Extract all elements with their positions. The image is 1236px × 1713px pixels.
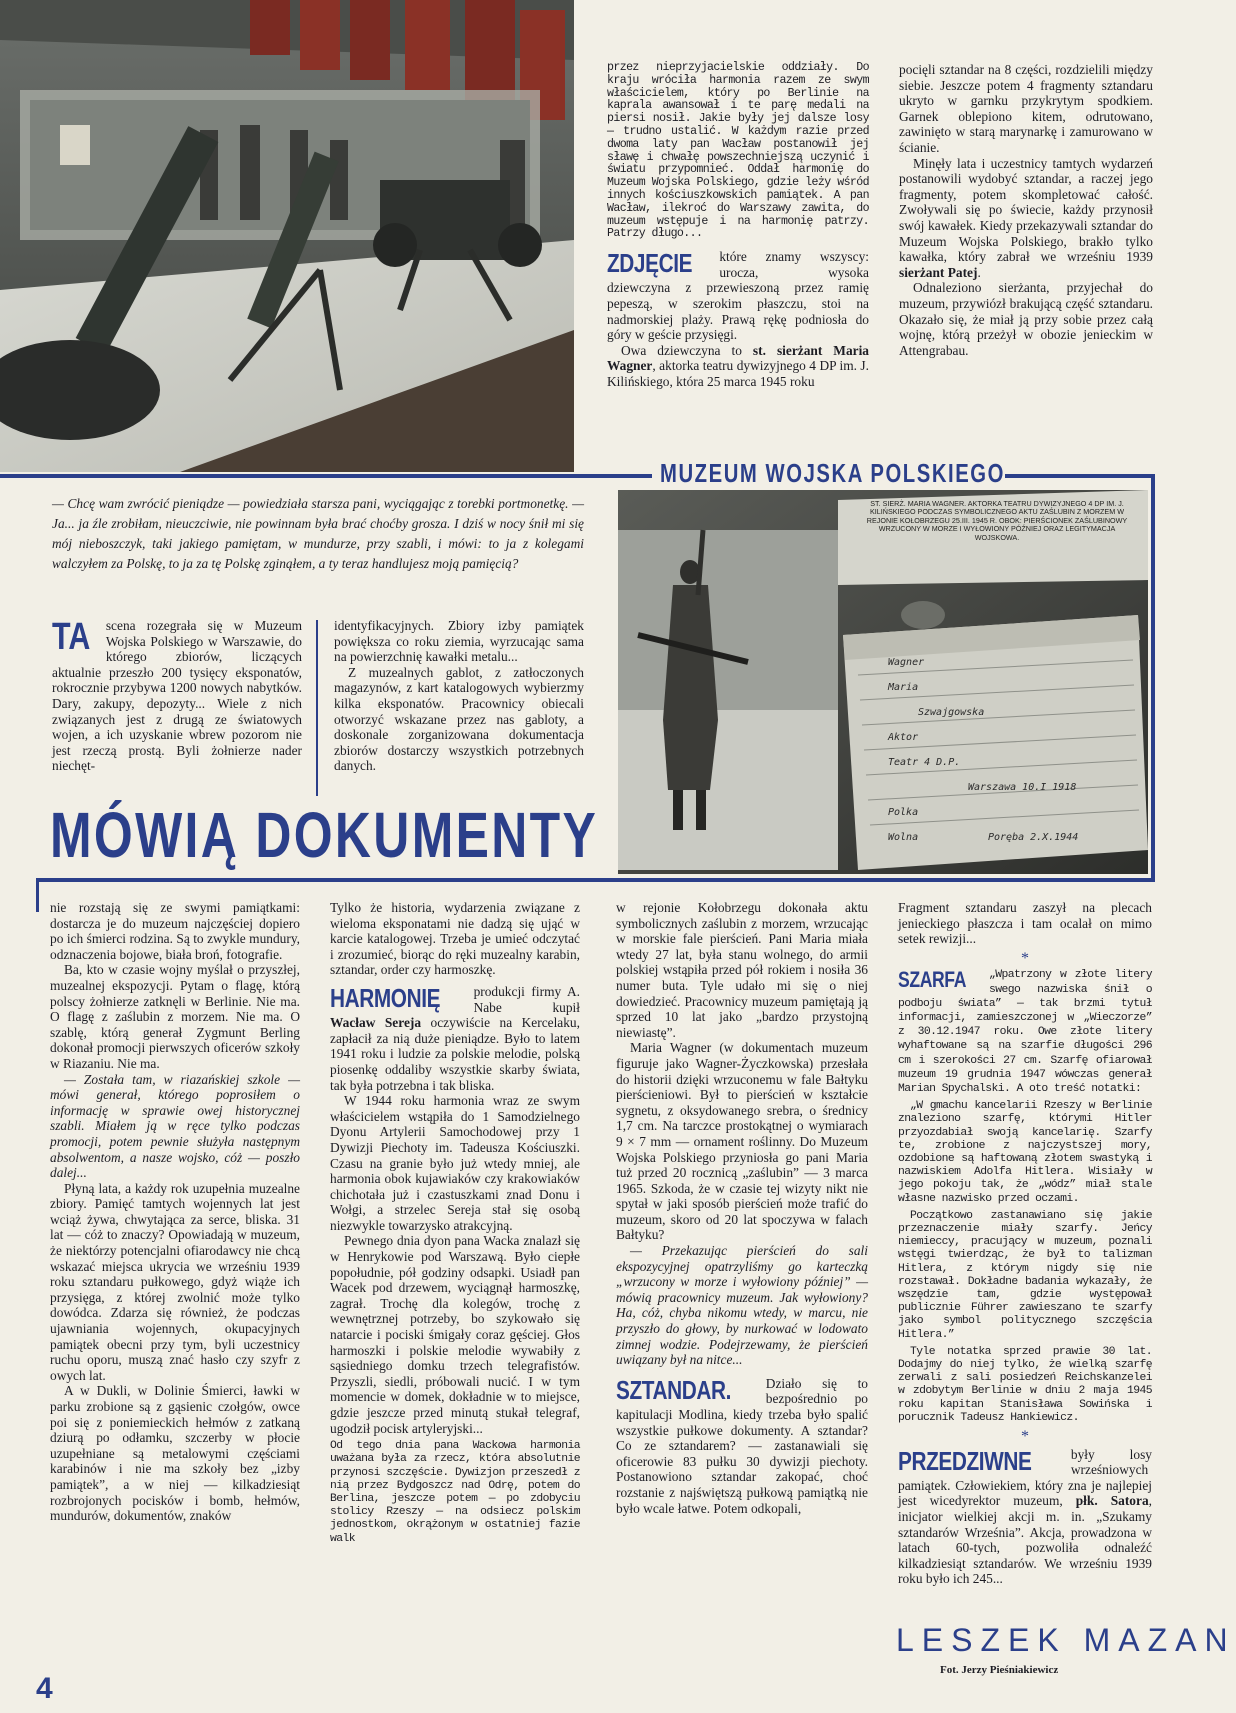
sztandar-text: Działo się to bezpośrednio po kapitulacji Modlina, kiedy trzeba było spalić wszystkie pułkowe dokumenty. A sztandar? Co ze sztandarem? — zastanawiali się oficerowie 83 pułku 30 dywizji piechoty. Postanowiono sztandar zakopać, choć rozstanie z najświętszą pułkową pamiątką nie było wcale łatwe. Potem odkopali,	[616, 1375, 868, 1516]
b1-p1: nie rozstają się ze swymi pamiątkami: dostarcza je do muzeum najczęściej dopiero po ich śmierci rodzina. Są to zwykle mundury, odznaczenia bojowe, biała broń, fotografie.	[50, 900, 300, 962]
b2-p1: Tylko że historia, wydarzenia związane z wieloma eksponatami nie dadzą się ująć w karcie katalogowej. Trzeba je umieć odczytać i zrozumieć, biorąc do ręki muzealny karabin, sztandar, order czy harmoszkę.	[330, 900, 580, 978]
intro-quote: — Chcę wam zwrócić pieniądze — powiedziała starsza pani, wyciągając z torebki portmonetkę. — Ja... ja źle zrobiłam, nieuczciwie, nie powinnam była brać choćby grosza. I dziś w nocy śnił mi się mój nieboszczyk, taki jakiego pamiętam, w mundurze, przy szabli, i mówi: to ja z kolegami walczyłem za Polskę, to ja za tę Polskę zginąłem, a ty teraz handlujesz moją pamięcią?	[52, 496, 584, 571]
section-title: MUZEUM WOJSKA POLSKIEGO	[660, 458, 1005, 488]
top-column-1	[607, 62, 869, 422]
przedziwne-lead: PRZEDZIWNE	[898, 1445, 1032, 1476]
sztandar-cont-2: Minęły lata i uczestnicy tamtych wydarzeń postanowili wydobyć sztandar, a raczej jego fragmenty, potem skompletować całość. Zwoływali się po świecie, każdy przynosił swój kawałek. Kiedy przekazywali sztandar do Muzeum Wojska Polskiego, brakło tylko kawałka, który zabrał we wrześniu 1939 sierżant Patej.	[899, 155, 1153, 280]
card-line: Wolna	[888, 832, 919, 843]
photo-credit: Fot. Jerzy Pieśniakiewicz	[940, 1664, 1059, 1676]
zdjecie-lead: ZDJĘCIE	[607, 248, 693, 279]
museum-hall-illustration	[0, 0, 574, 472]
mid-col2-p1: identyfikacyjnych. Zbiory izby pamiątek powiększa co roku ziemia, wyrzucając sama na powierzchnię kawałki metalu...	[334, 618, 584, 665]
b1-p3: — Została tam, w riazańskiej szkole — mówi generał, którego poprosiłem o informację w sprawie owej historycznej szabli. Miałem ją w ręce tylko podczas promocji, potem pewnie służyła następnym absolwentom, a nasze wojsko, cóż — poszło dalej...	[50, 1071, 300, 1181]
bottom-column-2: Tylko że historia, wydarzenia związane z wieloma eksponatami nie dadzą się ująć w karcie katalogowej. Trzeba je umieć odczytać i zrozumieć, biorąc do ręki muzealny karabin, sztandar, order czy harmoszkę. HARMONIĘ produkcji firmy A. Nabe kupił Wacław Sereja oczywiście na Kercelaku, zapłacił za nią duże pieniądze. Było to latem 1941 roku i ludzie za polskie melodie, polską piosenkę oddaliby wszystkie skarby świata, tak była potrzebna i tak bliska. W 1944 roku harmonia wraz ze swym właścicielem wstąpiła do 1 Samodzielnego Dyonu Artylerii Samochodowej przy 1 Dywizji Piechoty im. Tadeusza Kościuszki. Czasu na granie było już wtedy mniej, ale harmonia obok kujawiaków czy krakowiaków chichotała już i czastuszkami znad Donu i Wołgi, a strzelec Sereja stał się osobą niezwykle towarzysko atrakcyjną. Pewnego dnia dyon pana Wacka znalazł się w Henrykowie pod Warszawą. Było ciepłe popołudnie, pół godziny odsapki. Usiadł pan Wacek pod drzewem, wyciągnął harmoszkę, zagrał. Trochę dla kolegów, trochę z wewnętrznej potrzeby, bo szykowało się natarcie i pociski śmigały coraz gęściej. Głos harmoszki i polskie melodie wywabiły z sąsiedniego domku trzech telegrafistów. Przyszli, siedli, próbowali nucić. I w tym momencie w domek, dokładnie w to miejsce, gdzie jeszcze przed minutą stukał telegraf, ugodził pocisk artyleryjski... Od tego dnia pana Wackowa harmonia uważana była za rzecz, która absolutnie przynosi szczęście. Dywizjon przeszedł z nią przez Bydgoszcz nad Odrę, potem do Berlina, jeszcze potem — po zdobyciu stolicy Rzeszy — na odsiecz polskim jednostkom, okrążonym w ostatniej fazie walk	[330, 900, 580, 1545]
card-line: Szwajgowska	[918, 707, 985, 718]
b1-p4: Płyną lata, a każdy rok uzupełnia muzealne zbiory. Pamięć tamtych wojennych lat jest wciąż żywa, chwytająca za serce, bliska. 31 lat — cóż to znaczy? Opowiadają w muzeum, że niektórzy potencjalni ofiarodawcy nie chcą wskazać miejsca ukrycia we wrześniu 1939 roku sztandaru pułkowego, gdyż wiąże ich przysięga, z której zwolnić może tylko dowódca. Zdarza się również, że podczas ujawniania wojennych, okupacyjnych pamiątek obecni przy tym, byli uczestnicy ruchu oporu, muszą znać hasło czy szyfr z owych lat.	[50, 1180, 300, 1383]
b4-p4: Tyle notatka sprzed prawie 30 lat. Dodajmy do niej tylko, że wielką szarfę zerwali z sali posiedzeń Reichskanzelei w zdobytym Berlinie w dniu 2 maja 1945 roku kapitan Stanisława Sowińska i porucznik Tadeusz Hankiewicz.	[898, 1345, 1152, 1424]
headline-rule-left-vertical	[36, 882, 39, 912]
b3-p2: Maria Wagner (w dokumentach muzeum figuruje jako Wagner-Życzkowska) przesłała do historii dzięki wrzuconemu w fale Bałtyku pierścieniowi. Był to pierścień w kształcie sygnetu, z oksydowanego srebra, o średnicy 1,7 cm. Na tarczce prostokątnej o wymiarach 9 × 7 mm — ornament roślinny. Do Muzeum Wojska Polskiego przyniosła go pani Maria tuż przed 20 rocznicą „zaślubin” — 3 marca 1965. Szkoda, że w czasie tej wizyty nikt nie spytał w jaki sposób pierścień może trafić do muzeum, skoro od 20 lat spoczywa w falach Bałtyku?	[616, 1040, 868, 1243]
card-line: Teatr 4 D.P.	[888, 757, 961, 768]
ta-dropcap: TA	[52, 616, 91, 658]
harmonia-story-end: przez nieprzyjacielskie oddziały. Do kraju wróciła harmonia razem ze swym właścicielem, który po Berlinie na kaprala awansował i te parę medali na piersi nosił. Jakie były jej dalsze losy — trudno ustalić. W każdym razie przed dwoma laty pan Wacław postanowił jej sławę i chwałę powszechniejszą uczynić i światu przypomnieć. Oddał harmonię do Muzeum Wojska Polskiego, gdzie leży wśród innych kościuszkowskich pamiątek. A pan Wacław, ilekroć do Warszawy zawita, do muzeum wstępuje i na harmonię patrzy. Patrzy długo...	[607, 61, 869, 241]
separator-star: *	[1021, 949, 1029, 967]
b3-p3: — Przekazując pierścień do sali ekspozycyjnej opatrzyliśmy go karteczką „wrzucony w morze i wyłowiony później” — mówią pracownicy muzeum. Jak wyłowiony? Ha, cóż, chyba nikomu wtedy, w marcu, nie przyszło do głowy, by nurkować w lodowato zimnej wodzie. Podejrzewamy, że pierścień uwiązany był na nitce...	[616, 1243, 868, 1368]
szarfa-lead: SZARFA	[898, 967, 966, 993]
section-rule-right	[1005, 474, 1155, 478]
b4-p1: Fragment sztandaru zaszył na plecach jenieckiego płaszcza i tam ocalał on mimo setek rewizji...	[898, 900, 1152, 947]
mid-column-divider	[316, 620, 318, 796]
b2-p5: Od tego dnia pana Wackowa harmonia uważana była za rzecz, która absolutnie przynosi szczęście. Dywizjon przeszedł z nią przez Bydgoszcz nad Odrę, potem do Berlina, jeszcze potem — po zdobyciu stolicy Rzeszy — na odsiecz polskim jednostkom, okrążonym w ostatniej fazie walk	[330, 1440, 580, 1545]
card-line: Wagner	[888, 657, 925, 668]
section-rule-left	[0, 474, 652, 478]
museum-hall-photo	[0, 0, 574, 472]
maria-wagner-documents-photo	[618, 490, 1148, 874]
zdjecie-text: które znamy wszyscy: urocza, wysoka dziewczyna z przewieszoną przez ramię pepeszą, w szerokim płaszczu, stoi na nadmorskiej plaży. Prawą rękę podniosła do góry w geście przysięgi.	[607, 249, 869, 343]
sztandar-cont-1: pocięli sztandar na 8 części, rozdzielili między siebie. Jeszcze potem 4 fragmenty sztandaru ukryto w garnku przykrytym spodkiem. Garnek oblepiono kitem, odrutowano, zawinięto w starą marynarkę i zamurowano w ścianie.	[899, 62, 1153, 155]
bottom-column-3	[616, 900, 868, 1670]
b2-p3: W 1944 roku harmonia wraz ze swym właścicielem wstąpiła do 1 Samodzielnego Dyonu Artylerii Samochodowej przy 1 Dywizji Piechoty im. Tadeusza Kościuszki. Czasu na granie było już wtedy mniej, ale harmonia obok kujawiaków czy krakowiaków chichotała już i czastuszkami znad Donu i Wołgi, a strzelec Sereja stał się osobą niezwykle towarzysko atrakcyjną.	[330, 1093, 580, 1233]
zdjecie-p2: Owa dziewczyna to st. sierżant Maria Wagner, aktorka teatru dywizyjnego 4 DP im. J. Kilińskiego, która 25 marca 1945 roku	[607, 342, 869, 389]
bottom-column-1	[50, 900, 300, 1670]
separator-star-2: *	[1021, 1428, 1029, 1446]
card-line: Warszawa 10.I 1918	[968, 782, 1077, 793]
b1-p5: A w Dukli, w Dolinie Śmierci, ławki w parku zrobione są z gąsienic czołgów, owce poi się z poniemieckich hełmów z zatkaną dziurą po odłamku, szczerby w płocie uzupełniane są metalowymi częściami karabinów i nie ma szkoły bez „izby pamiątek”, a w niej — kilkadziesiąt rozbrojonych pocisków i bomb, hełmów, mundurów, dokumentów, znaków	[50, 1383, 300, 1524]
card-line: Maria	[888, 682, 919, 693]
mid-column-2	[334, 618, 584, 798]
top-column-2	[899, 62, 1153, 422]
id-card-entries	[888, 650, 1128, 860]
card-line: Poręba 2.X.1944	[988, 832, 1079, 843]
harmonie-lead: HARMONIĘ	[330, 982, 441, 1013]
mid-col2-p2: Z muzealnych gablot, z zatłoczonych magazynów, z kart katalogowych wybierzmy kilka eksponatów. Pracownicy obiecali otworzyć wskazane przez nas gabloty, a doskonale zorganizowana dokumentacja zbiorów dostarczy wszystkich potrzebnych danych.	[334, 664, 584, 774]
plaque-text: ST. SIERŻ. MARIA WAGNER. AKTORKA TEATRU DYWIZYJNEGO 4 DP IM. J. KILIŃSKIEGO PODCZAS SYMBOLICZNEGO AKTU ZAŚLUBIN Z MORZEM W REJONIE KOŁOBRZEGU 25.III. 1945 R. OBOK: PIERŚCIONEK ZAŚLUBINOWY WRZUCONY W MORZE I WYŁOWIONY PÓŹNIEJ ORAZ LEGITYMACJA WOJSKOWA.	[866, 499, 1128, 542]
szarfa-text: „Wpatrzony w złote litery swego nazwiska śnił o podboju świata” — tak brzmi tytuł informacji, zamieszczonej w „Wieczorze” z 30.12.1947 roku. Owe złote litery wyhaftowane są na szarfie długości 296 cm i szerokości 27 cm. Szarfę ofiarował muzeum 19 grudnia 1947 wówczas generał Marian Spychalski. A oto treść notatki:	[898, 969, 1152, 1095]
sztandar-lead: SZTANDAR.	[616, 1374, 732, 1405]
b2-p4: Pewnego dnia dyon pana Wacka znalazł się w Henrykowie pod Warszawą. Było ciepłe popołudnie, pół godziny odsapki. Usiadł pan Wacek pod drzewem, wyciągnął harmoszkę, zagrał. Trochę dla kolegów, trochę z wewnętrznej potrzeby, bo szykowało się natarcie i pociski śmigały coraz gęściej. Głos harmoszki i polskie melodie wywabiły z sąsiedniego domku trzech telegrafistów. Przyszli, siedli, próbowali nucić. I w tym momencie w domek, dokładnie w to miejsce, gdzie jeszcze przed minutą stukał telegraf, ugodził pocisk artyleryjski...	[330, 1233, 580, 1436]
bottom-column-4: Fragment sztandaru zaszył na plecach jenieckiego płaszcza i tam ocalał on mimo setek rewizji... * SZARFA „Wpatrzony w złote litery swego nazwiska śnił o podboju świata” — tak brzmi tytuł informacji, zamieszczonej w „Wieczorze” z 30.12.1947 roku. Owe złote litery wyhaftowane są na szarfie długości 296 cm i szerokości 27 cm. Szarfę ofiarował muzeum 19 grudnia 1947 wówczas generał Marian Spychalski. A oto treść notatki: „W gmachu kancelarii Rzeszy w Berlinie znaleziono szarfę, którymi Hitler przyozdabiał swoją kancelarię. Szarfy te, zrobione z najczystszej mory, ozdobione są haftowaną złotem swastyką i nazwiskiem Adolfa Hitlera. Wisiały w jego pokoju tak, że „wódz” miał stale własne nazwisko przed oczami. Początkowo zastanawiano się jakie przeznaczenie miały szarfy. Jeńcy niemieccy, pracujący w muzeum, poznali wstęgi twierdząc, że był to talizman Hitlera, z którym nigdy się nie rozstawał. Dokładne badania wykazały, że wszędzie tam, gdzie występował publicznie Führer zawieszano te szarfy jako symbol politycznego szczęścia Hitlera.” Tyle notatka sprzed prawie 30 lat. Dodajmy do niej tylko, że wielką szarfę zerwali z sali posiedzeń Reichskanzelei w zdobytym Berlinie w dniu 2 maja 1945 roku kapitan Stanisława Sowińska i porucznik Tadeusz Hankiewicz. * PRZEDZIWNE były losy wrześniowych pamiątek. Człowiekiem, który zna je najlepiej jest wicedyrektor muzeum, płk. Satora, inicjator wielkiej akcji m. in. „Szukamy sztandarów Września”. Akcja, prowadzona w latach 60-tych, pozwoliła odnaleźć kilkadziesiąt sztandarów. We wrześniu 1939 roku było ich 245...	[898, 900, 1152, 1587]
headline-rule	[36, 878, 1155, 882]
b4-p3: Początkowo zastanawiano się jakie przeznaczenie miały szarfy. Jeńcy niemieccy, pracujący w muzeum, poznali wstęgi twierdząc, że był to talizman Hitlera, z którym nigdy się nie rozstawał. Dokładne badania wykazały, że wszędzie tam, gdzie występował publicznie Führer zawieszano te szarfy jako symbol politycznego szczęścia Hitlera.”	[898, 1209, 1152, 1341]
section-rule-right-vertical	[1151, 474, 1155, 882]
b3-p1: w rejonie Kołobrzegu dokonała aktu symbolicznych zaślubin z morzem, wrzucając w morskie fale pierścień. Pani Maria miała wtedy 27 lat, była stanu wolnego, do armii polskiej wstąpiła przed pół rokiem i nosiła 36 numer buta. Tyle udało mi się o niej dowiedzieć. Pracownicy muzeum pamiętają ją sprzed 10 lat jako „bardzo przystojną niewiastę”.	[616, 900, 868, 1040]
sztandar-cont-3: Odnaleziono sierżanta, przyjechał do muzeum, przywiózł brakującą część sztandaru. Okazało się, że miał ją przy sobie przez całą wojnę, którą przeżył w obozie jenieckim w Attengrabau.	[899, 280, 1153, 358]
card-line: Aktor	[888, 732, 919, 743]
mid-column-1	[52, 618, 302, 798]
page-number: 4	[36, 1672, 53, 1705]
author-signature: LESZEK MAZAN	[896, 1622, 1236, 1658]
b4-p2: „W gmachu kancelarii Rzeszy w Berlinie znaleziono szarfę, którymi Hitler przyozdabiał swoją kancelarię. Szarfy te, zrobione z najczystszej mory, ozdobione są haftowaną złotem swastyką i nazwiskiem Adolfa Hitlera. Wisiały w jego pokoju tak, że „wódz” miał stale własne nazwisko przed oczami.	[898, 1100, 1152, 1205]
card-line: Polka	[888, 807, 919, 818]
ta-text: scena rozegrała się w Muzeum Wojska Polskiego w Warszawie, do którego zbiorów, liczących aktualnie przeszło 200 tysięcy eksponatów, rokrocznie przybywa 1200 nowych nabytków. Dary, zakupy, depozyty... Wiele z nich związanych jest z drugą ze światowych wojen, a ich uzyskanie wbrew pozorom nie jest rzeczą prostą. Byli żołnierze nader niechęt-	[52, 618, 302, 774]
headline: MÓWIĄ DOKUMENTY	[50, 799, 599, 871]
b1-p2: Ba, kto w czasie wojny myślał o przyszłej, muzealnej ekspozycji. Pytam o flagę, którą polscy żołnierze zatknęli w Berlinie. Nie ma. O flagę z zaślubin z morzem. Nie ma. O szablę, którą generał Zygmunt Berling dokonał promocji pierwszych oficerów szkoły w Riazaniu. Nie ma.	[50, 962, 300, 1071]
